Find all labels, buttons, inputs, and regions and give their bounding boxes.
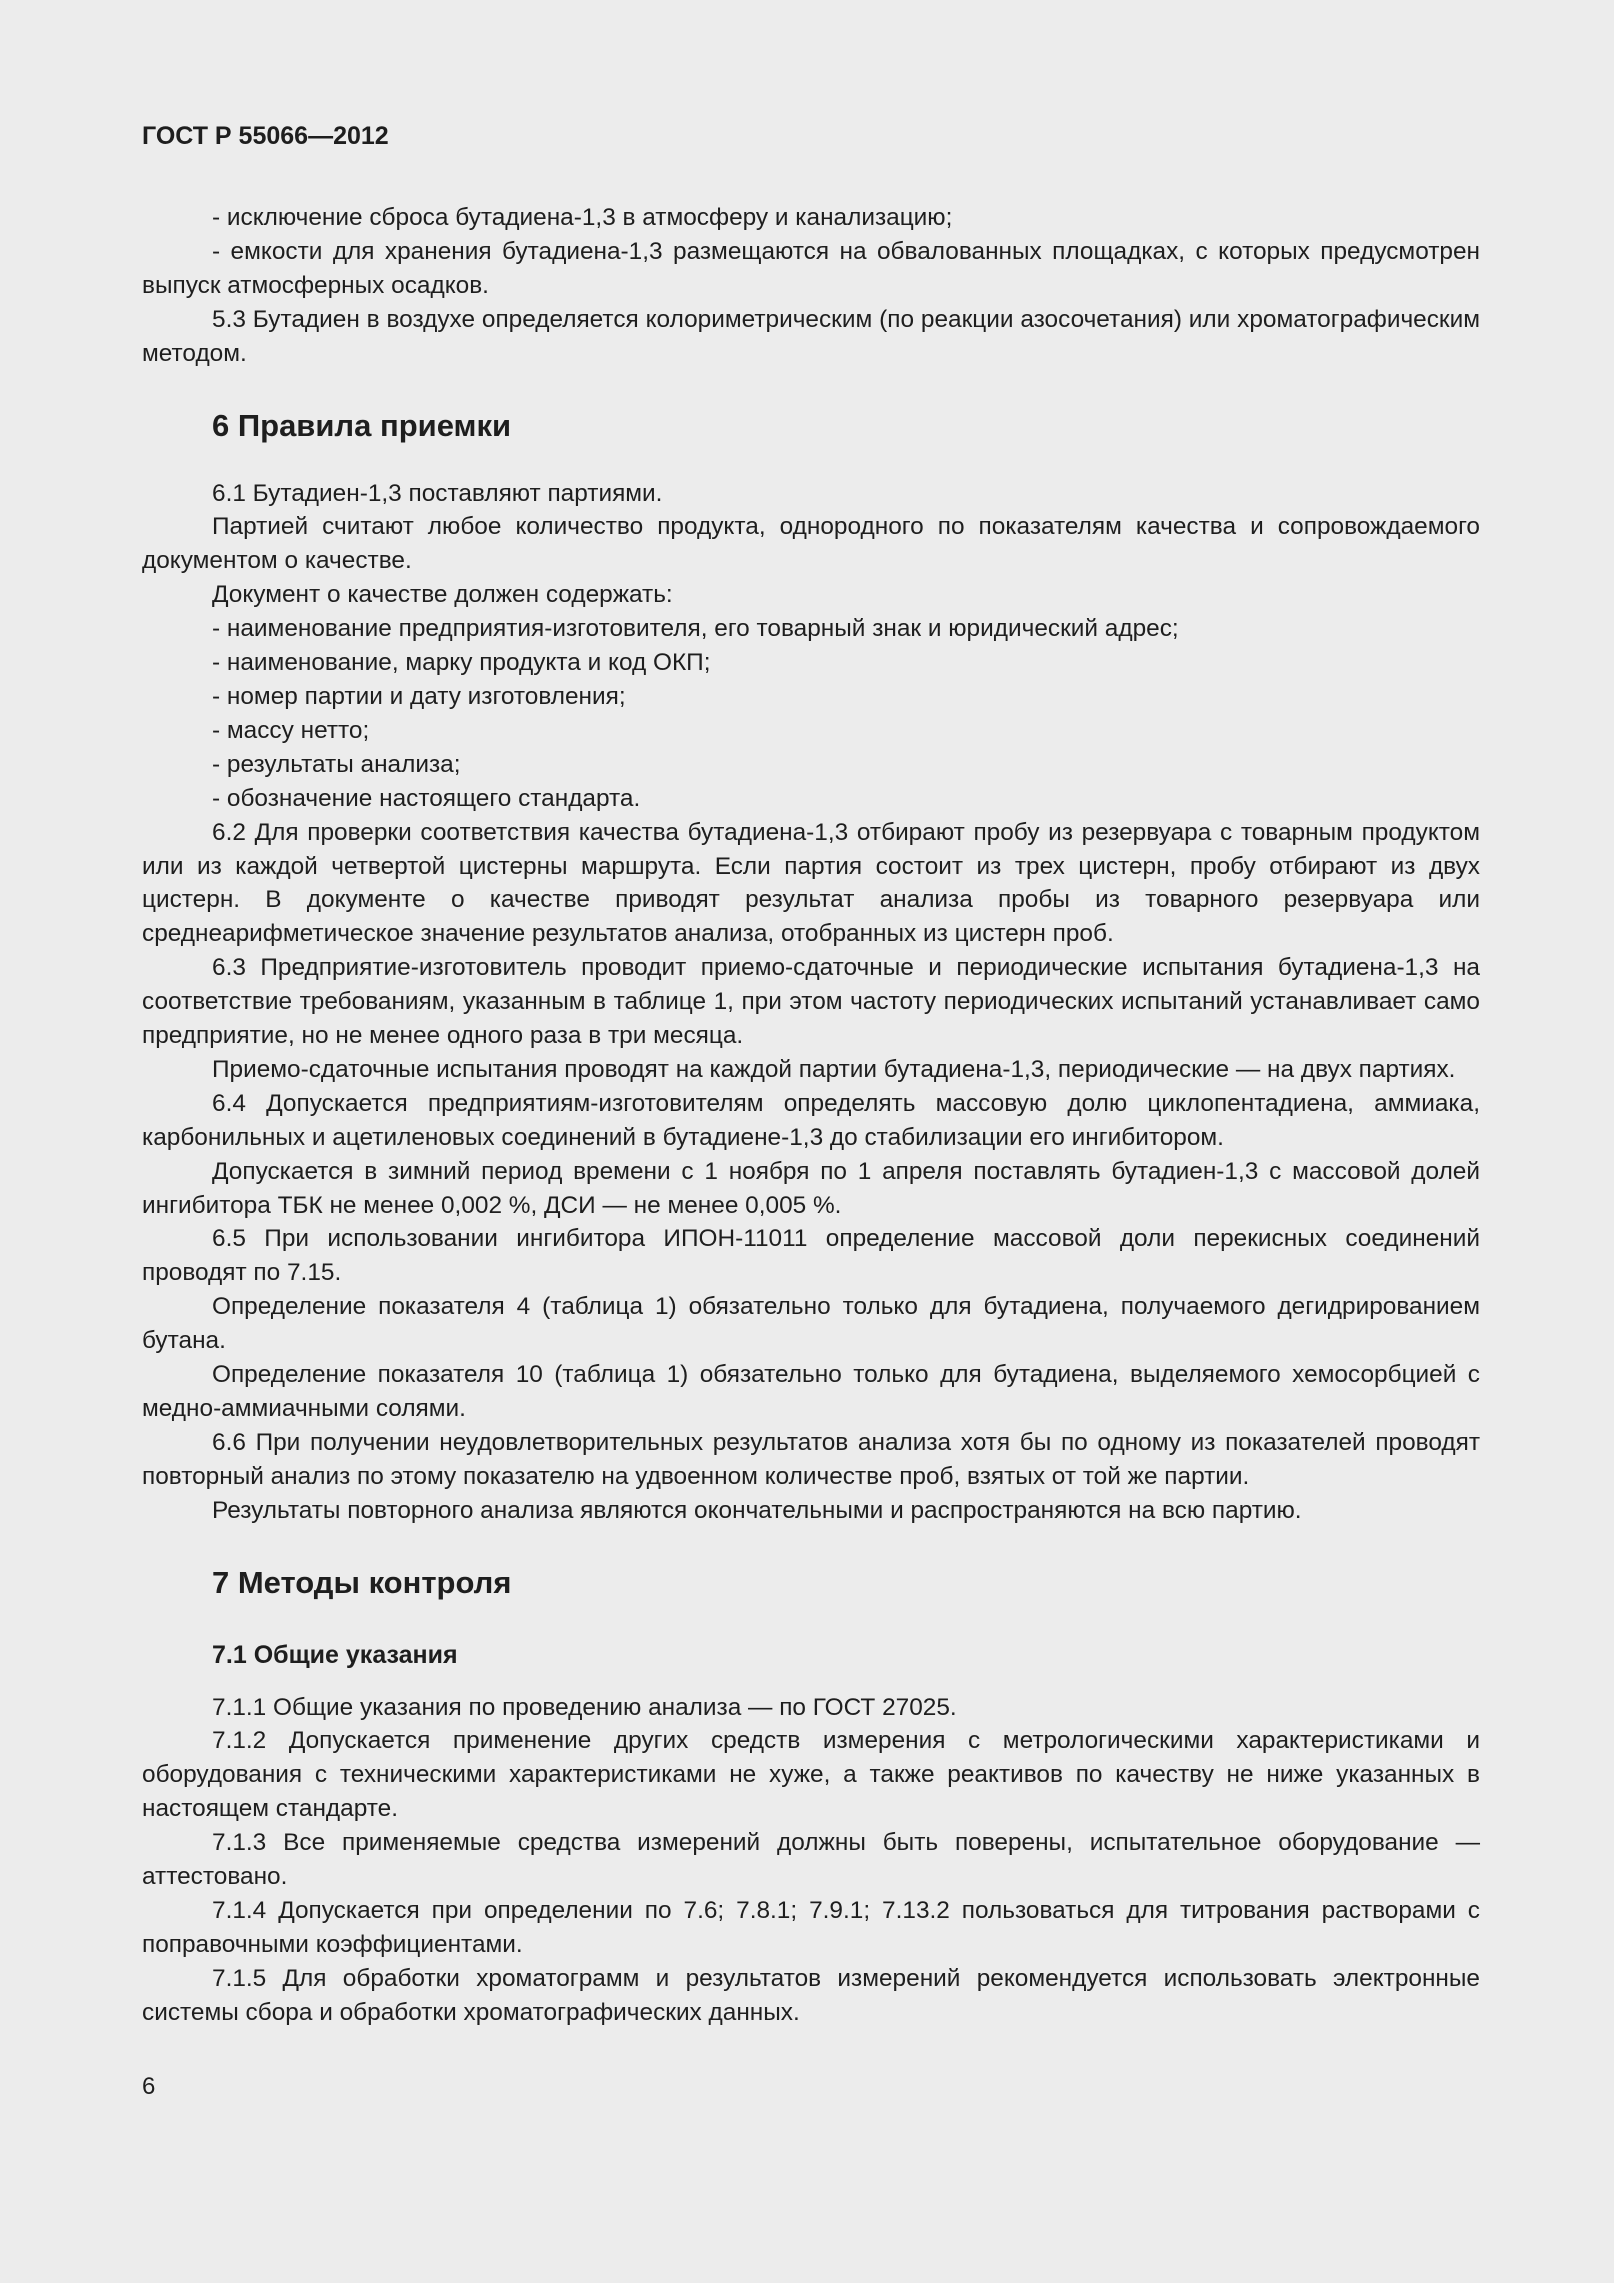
paragraph: 7.1.1 Общие указания по проведению анализа — по ГОСТ 27025. xyxy=(212,1693,957,1721)
paragraph: 6.6 При получении неудовлетворительных результатов анализа хотя бы по одному из показателей проводят повторный анализ по этому показателю на удвоенном количестве проб, взятых от той же партии. xyxy=(142,1428,1480,1490)
paragraph: 7.1.2 Допускается применение других средств измерения с метрологическими характеристиками и оборудования с техническими характеристиками не хуже, а также реактивов по качеству не ниже указанных в настоящем стандарте. xyxy=(142,1727,1480,1823)
section-heading-6: 6 Правила приемки xyxy=(212,407,512,443)
paragraph: 6.3 Предприятие-изготовитель проводит приемо-сдаточные и периодические испытания бутадиена-1,3 на соответствие требованиям, указанным в таблице 1, при этом частоту периодических испытаний устанавливает само предприятие, но не менее одного раза в три месяца. xyxy=(142,954,1480,1050)
paragraph: Документ о качестве должен содержать: xyxy=(212,581,673,609)
paragraph: 5.3 Бутадиен в воздухе определяется колориметрическим (по реакции азосочетания) или хроматографическим методом. xyxy=(142,305,1480,367)
paragraph: - исключение сброса бутадиена-1,3 в атмосферу и канализацию; xyxy=(212,204,953,231)
list-item: - наименование, марку продукта и код ОКП; xyxy=(212,649,711,677)
paragraph: 6.5 При использовании ингибитора ИПОН-11011 определение массовой доли перекисных соединений проводят по 7.15. xyxy=(142,1225,1480,1287)
paragraph: 7.1.3 Все применяемые средства измерений должны быть поверены, испытательное оборудование — аттестовано. xyxy=(142,1829,1480,1891)
paragraph: 6.4 Допускается предприятиям-изготовителям определять массовую долю циклопентадиена, аммиака, карбонильных и ацетиленовых соединений в бутадиене-1,3 до стабилизации его ингибитором. xyxy=(142,1089,1480,1151)
list-item: - наименование предприятия-изготовителя, его товарный знак и юридический адрес; xyxy=(212,615,1179,643)
paragraph: - емкости для хранения бутадиена-1,3 размещаются на обвалованных площадках, с которых предусмотрен выпуск атмосферных осадков. xyxy=(142,237,1480,299)
paragraph: Партией считают любое количество продукта, однородного по показателям качества и сопровождаемого документом о качестве. xyxy=(142,513,1480,575)
list-item: - массу нетто; xyxy=(212,716,370,744)
paragraph: 6.2 Для проверки соответствия качества бутадиена-1,3 отбирают пробу из резервуара с товарным продуктом или из каждой четвертой цистерны маршрута. Если партия состоит из трех цистерн, пробу отбирают из двух цистерн. В документе о качестве приводят результат анализа пробы из товарного резервуара или среднеарифметическое значение результатов анализа, отобранных из цистерн проб. xyxy=(142,818,1480,948)
paragraph: 7.1.5 Для обработки хроматограмм и результатов измерений рекомендуется использовать электронные системы сбора и обработки хроматографических данных. xyxy=(142,1964,1480,2026)
section-heading-7: 7 Методы контроля xyxy=(212,1564,512,1600)
document-header: ГОСТ Р 55066—2012 xyxy=(142,122,389,150)
list-item: - номер партии и дату изготовления; xyxy=(212,682,626,710)
paragraph: Определение показателя 4 (таблица 1) обязательно только для бутадиена, получаемого дегидрированием бутана. xyxy=(142,1293,1480,1355)
paragraph: 6.1 Бутадиен-1,3 поставляют партиями. xyxy=(212,479,663,507)
list-item: - обозначение настоящего стандарта. xyxy=(212,784,641,812)
paragraph: 7.1.4 Допускается при определении по 7.6; 7.8.1; 7.9.1; 7.13.2 пользоваться для титрования растворами с поправочными коэффициентами. xyxy=(142,1896,1480,1958)
page-number: 6 xyxy=(142,2073,156,2100)
paragraph: Допускается в зимний период времени с 1 ноября по 1 апреля поставлять бутадиен-1,3 с массовой долей ингибитора ТБК не менее 0,002 %, ДСИ — не менее 0,005 %. xyxy=(142,1157,1480,1219)
subsection-heading-7-1: 7.1 Общие указания xyxy=(212,1640,458,1669)
paragraph: Определение показателя 10 (таблица 1) обязательно только для бутадиена, выделяемого хемосорбцией с медно-аммиачными солями. xyxy=(142,1361,1480,1422)
paragraph: Результаты повторного анализа являются окончательными и распространяются на всю партию. xyxy=(212,1496,1302,1524)
document-body xyxy=(142,201,1480,2030)
paragraph: Приемо-сдаточные испытания проводят на каждой партии бутадиена-1,3, периодические — на двух партиях. xyxy=(212,1055,1456,1083)
list-item: - результаты анализа; xyxy=(212,750,461,778)
